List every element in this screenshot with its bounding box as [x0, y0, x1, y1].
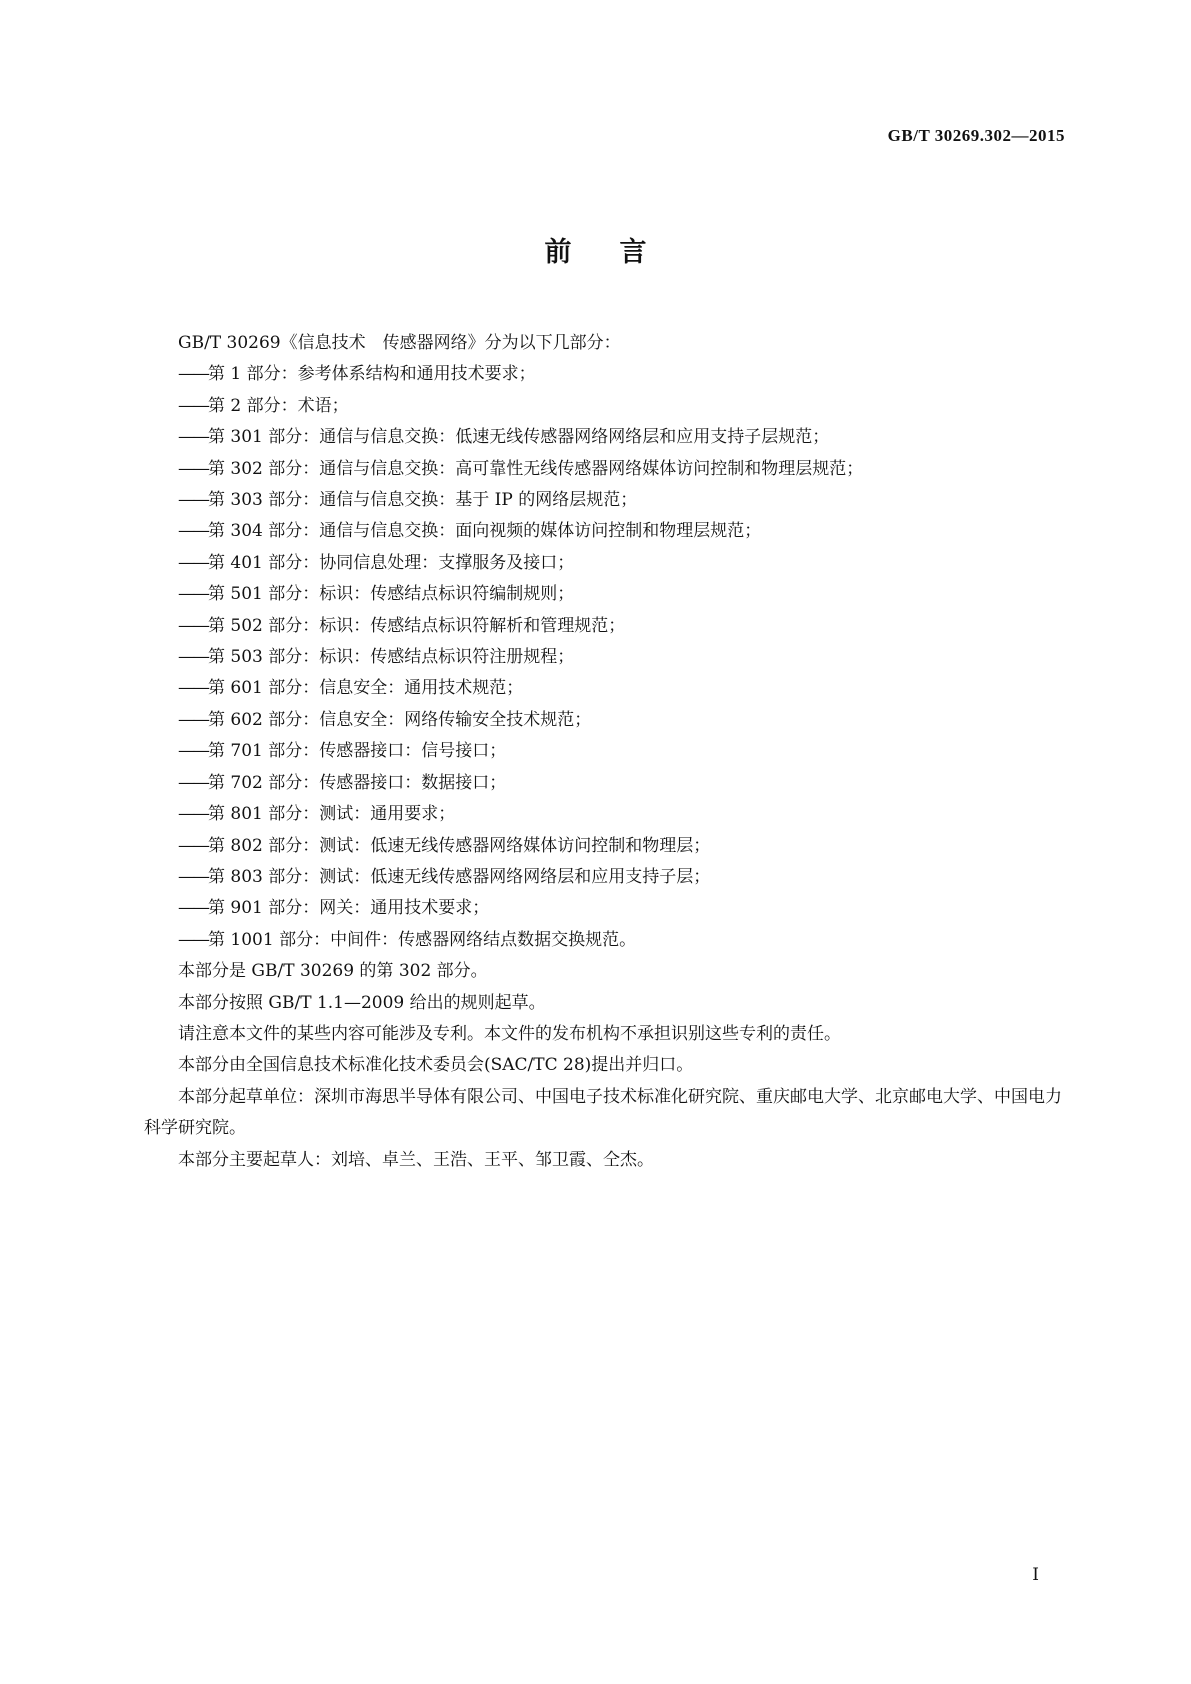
list-dash: ——: [178, 866, 208, 887]
intro-paragraph: GB/T 30269《信息技术 传感器网络》分为以下几部分：: [178, 333, 621, 353]
standard-code: GB/T 30269.302—2015: [887, 126, 1065, 145]
list-dash: ——: [178, 772, 208, 793]
list-item-text: 第 803 部分：测试：低速无线传感器网络网络层和应用支持子层；: [208, 866, 711, 887]
list-item: [144, 768, 1068, 799]
paragraph: 本部分起草单位：深圳市海思半导体有限公司、中国电子技术标准化研究院、重庆邮电大学、北京邮电大学、中国电力科学研究院。: [144, 1086, 1062, 1139]
list-item-text: 第 901 部分：网关：通用技术要求；: [208, 898, 490, 919]
list-item-text: 第 304 部分：通信与信息交换：面向视频的媒体访问控制和物理层规范；: [208, 521, 762, 542]
list-item: [144, 485, 1068, 516]
page-number: I: [1032, 1565, 1039, 1585]
list-dash: ——: [178, 804, 208, 825]
list-dash: ——: [178, 898, 208, 919]
list-item: [144, 736, 1068, 767]
list-dash: ——: [178, 929, 208, 950]
list-item-text: 第 503 部分：标识：传感结点标识符注册规程；: [208, 647, 575, 668]
list-item: [144, 673, 1068, 704]
paragraph: 本部分由全国信息技术标准化技术委员会(SAC/TC 28)提出并归口。: [178, 1055, 694, 1076]
list-item: [144, 359, 1068, 390]
list-item: [144, 454, 1068, 485]
paragraph: 本部分主要起草人：刘培、卓兰、王浩、王平、邹卫霞、仝杰。: [178, 1149, 654, 1170]
list-item-text: 第 801 部分：测试：通用要求；: [208, 804, 456, 825]
list-dash: ——: [178, 427, 208, 448]
list-item: [144, 862, 1068, 893]
list-item-text: 第 501 部分：标识：传感结点标识符编制规则；: [208, 584, 575, 605]
list-item-text: 第 601 部分：信息安全：通用技术规范；: [208, 678, 524, 699]
list-item-text: 第 303 部分：通信与信息交换：基于 IP 的网络层规范；: [208, 490, 638, 511]
paragraph: 本部分按照 GB/T 1.1—2009 给出的规则起草。: [178, 992, 546, 1013]
list-item: [144, 799, 1068, 830]
paragraph: 本部分是 GB/T 30269 的第 302 部分。: [178, 961, 488, 982]
paragraph-group: [144, 956, 1068, 1176]
list-dash: ——: [178, 521, 208, 542]
list-item-text: 第 502 部分：标识：传感结点标识符解析和管理规范；: [208, 615, 626, 636]
list-dash: ——: [178, 709, 208, 730]
list-dash: ——: [178, 741, 208, 762]
list-item: [144, 611, 1068, 642]
paragraph: 请注意本文件的某些内容可能涉及专利。本文件的发布机构不承担识别这些专利的责任。: [178, 1023, 841, 1044]
list-item-text: 第 1 部分：参考体系结构和通用技术要求；: [208, 364, 536, 385]
list-dash: ——: [178, 395, 208, 416]
list-dash: ——: [178, 552, 208, 573]
list-dash: ——: [178, 584, 208, 605]
page-title: 前言: [544, 237, 695, 268]
list-dash: ——: [178, 458, 208, 479]
foreword-body: [144, 328, 1068, 1176]
parts-list: [144, 359, 1068, 956]
list-item: [144, 642, 1068, 673]
list-item: [144, 422, 1068, 453]
list-dash: ——: [178, 647, 208, 668]
list-item-text: 第 2 部分：术语；: [208, 395, 349, 416]
list-item: [144, 925, 1068, 956]
list-item-text: 第 301 部分：通信与信息交换：低速无线传感器网络网络层和应用支持子层规范；: [208, 427, 830, 448]
list-item-text: 第 602 部分：信息安全：网络传输安全技术规范；: [208, 709, 592, 730]
list-dash: ——: [178, 835, 208, 856]
list-dash: ——: [178, 678, 208, 699]
list-item-text: 第 401 部分：协同信息处理：支撑服务及接口；: [208, 552, 575, 573]
list-item-text: 第 1001 部分：中间件：传感器网络结点数据交换规范。: [208, 929, 637, 950]
list-dash: ——: [178, 490, 208, 511]
list-item-text: 第 702 部分：传感器接口：数据接口；: [208, 772, 507, 793]
list-item-text: 第 802 部分：测试：低速无线传感器网络媒体访问控制和物理层；: [208, 835, 711, 856]
list-item-text: 第 701 部分：传感器接口：信号接口；: [208, 741, 507, 762]
list-dash: ——: [178, 615, 208, 636]
list-item: [144, 579, 1068, 610]
list-item: [144, 705, 1068, 736]
list-dash: ——: [178, 364, 208, 385]
list-item: [144, 893, 1068, 924]
list-item: [144, 516, 1068, 547]
list-item-text: 第 302 部分：通信与信息交换：高可靠性无线传感器网络媒体访问控制和物理层规范；: [208, 458, 864, 479]
list-item: [144, 831, 1068, 862]
list-item: [144, 548, 1068, 579]
list-item: [144, 391, 1068, 422]
